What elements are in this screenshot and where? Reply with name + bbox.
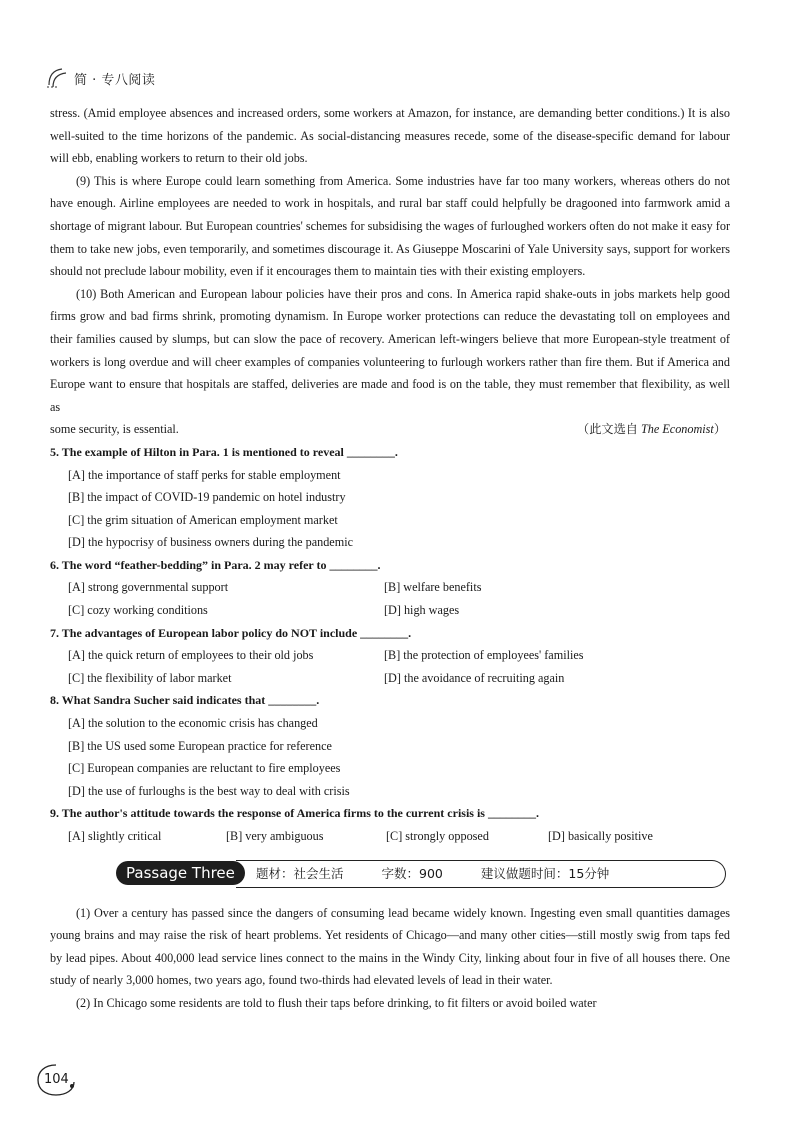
question-option[interactable]: [B] very ambiguous xyxy=(226,829,324,843)
question-stem: 8. What Sandra Sucher said indicates that ________. xyxy=(50,693,320,708)
question-8 xyxy=(50,689,730,802)
source-title: The Economist xyxy=(641,422,714,437)
banner-time: 建议做题时间：15分钟 xyxy=(480,865,610,881)
question-option[interactable]: [D] basically positive xyxy=(548,829,653,843)
passage-banner xyxy=(116,860,726,888)
question-stem: 6. The word “feather-bedding” in Para. 2 may refer to ________. xyxy=(50,557,381,572)
question-option[interactable]: [B] the impact of COVID-19 pandemic on hotel industry xyxy=(68,490,346,505)
header-title: 简 · 专八阅读 xyxy=(74,72,156,88)
question-option[interactable]: [A] slightly critical xyxy=(68,829,162,843)
question-option[interactable]: [C] European companies are reluctant to fire employees xyxy=(68,761,341,776)
question-option[interactable]: [D] the use of furloughs is the best way to deal with crisis xyxy=(68,783,350,798)
question-option[interactable]: [B] welfare benefits xyxy=(384,580,482,595)
question-7 xyxy=(50,622,730,690)
passage-paragraph: (10) Both American and European labour policies have their pros and cons. In America rapid shake-outs in jobs markets help good firms grow and bad firms shrink, promoting dynamism. In Europe worker protections can reduce the devastating toll on employees and their families caused by slumps, but can slow the pace of recovery. American left-wingers believe that more European-style treatment of workers is long overdue and will cheer examples of companies volunteering to furlough workers rather than fire them. But if America and Europe want to ensure that hospitals are staffed, deliveries are made and food is on the table, they must remember that flexibility, as well as xyxy=(50,286,730,414)
banner-info xyxy=(256,864,609,882)
question-option[interactable]: [C] the flexibility of labor market xyxy=(68,670,232,685)
page-content xyxy=(50,102,730,1015)
question-option[interactable]: [C] the grim situation of American employment market xyxy=(68,512,338,527)
question-option[interactable]: [B] the US used some European practice for reference xyxy=(68,738,332,753)
option-row xyxy=(50,667,730,690)
option-row xyxy=(50,825,730,848)
banner-label: Passage Three xyxy=(116,861,245,885)
question-option[interactable]: [C] cozy working conditions xyxy=(68,603,208,618)
page-header xyxy=(46,66,155,90)
question-option[interactable]: [D] high wages xyxy=(384,603,460,618)
question-option[interactable]: [A] the quick return of employees to their old jobs xyxy=(68,648,314,663)
passage-paragraph: (2) In Chicago some residents are told to flush their taps before drinking, to fit filters or avoid boiled water xyxy=(76,995,597,1010)
banner-words: 字数：900 xyxy=(381,865,443,881)
passage-paragraph: (9) This is where Europe could learn something from America. Some industries have far too many workers, whereas others do not have enough. Airline employees are needed to work in hospitals, and rural bar staff could helpfully be dragooned into farmwork amid a shortage of migrant labour. But European countries' schemes for subsidising the wages of furloughed workers often do not make it easy for them to take new jobs, even temporarily, and sometimes discourage it. As Giuseppe Moscarini of Yale University says, support for workers should not preclude labour mobility, even if it encourages them to maintain ties with their existing employers. xyxy=(50,173,730,279)
question-6 xyxy=(50,554,730,622)
question-option[interactable]: [D] the avoidance of recruiting again xyxy=(384,670,565,685)
question-stem: 7. The advantages of European labor policy do NOT include ________. xyxy=(50,625,412,640)
question-9 xyxy=(50,802,730,847)
question-option[interactable]: [C] strongly opposed xyxy=(386,829,489,843)
book-logo-icon xyxy=(46,67,70,89)
question-stem: 9. The author's attitude towards the response of America firms to the current crisis is ________. xyxy=(50,806,539,821)
option-row xyxy=(50,644,730,667)
passage-paragraph: (1) Over a century has passed since the dangers of consuming lead became widely known. Ingesting even small quantities damages young brains and may raise the risk of heart problems. Yet residents of Chicago—and many other cities—still mostly swig from taps fed by lead pipes. About 400,000 lead service lines connect to the mains in the Windy City, linking about four in five of all houses there. One study of nearly 3,000 homes, two years ago, found two-thirds had elevated levels of lead in their water. xyxy=(50,905,730,988)
question-5 xyxy=(50,441,730,554)
source-line xyxy=(50,418,730,441)
question-option[interactable]: [A] the solution to the economic crisis has changed xyxy=(68,716,318,731)
question-stem: 5. The example of Hilton in Para. 1 is mentioned to reveal ________. xyxy=(50,444,398,459)
option-row xyxy=(50,576,730,599)
page-number: 104 xyxy=(44,1072,69,1087)
passage-paragraph: stress. (Amid employee absences and increased orders, some workers at Amazon, for instance, are demanding better conditions.) It is also well-suited to the time horizons of the pandemic. As social-distancing measures recede, some of the disease-specific demand for labour will ebb, enabling workers to return to their old jobs. xyxy=(50,106,730,166)
question-option[interactable]: [B] the protection of employees' families xyxy=(384,648,584,663)
question-option[interactable]: [A] strong governmental support xyxy=(68,580,229,595)
question-option[interactable]: [A] the importance of staff perks for stable employment xyxy=(68,467,341,482)
source-citation: （此文选自 The Economist） xyxy=(577,422,726,437)
last-line-text: some security, is essential. xyxy=(50,422,179,437)
option-row xyxy=(50,599,730,622)
question-option[interactable]: [D] the hypocrisy of business owners during the pandemic xyxy=(68,535,353,550)
banner-topic: 题材：社会生活 xyxy=(256,865,344,881)
